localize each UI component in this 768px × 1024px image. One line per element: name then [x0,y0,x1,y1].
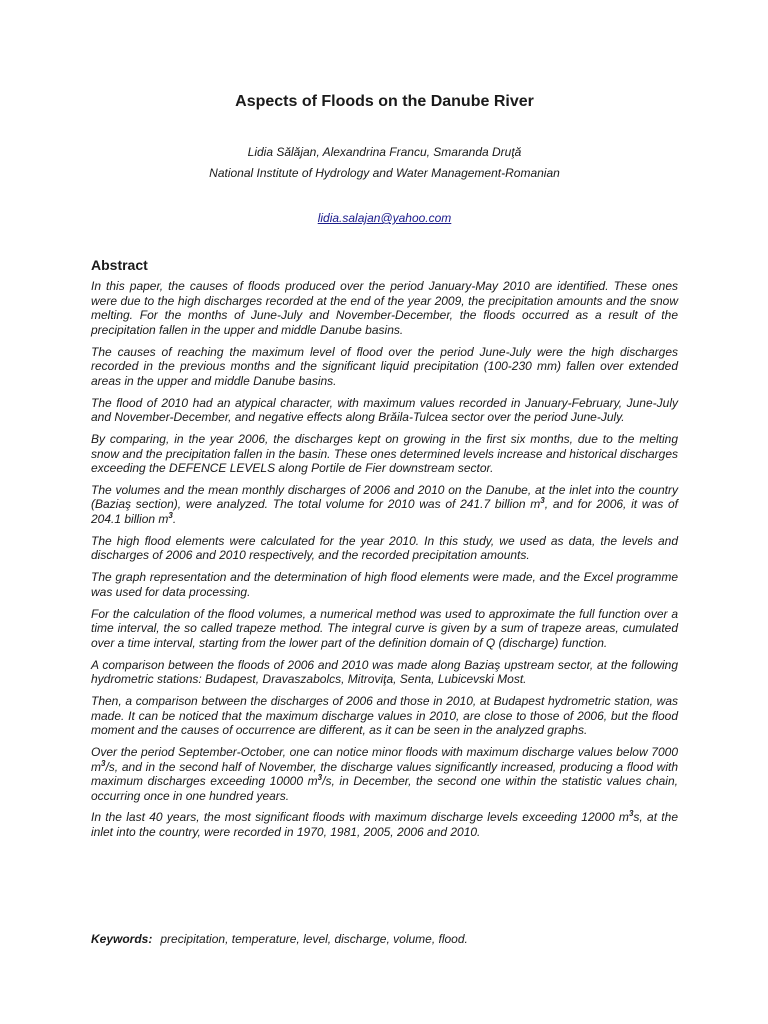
abstract-paragraph-1: In this paper, the causes of floods produced over the period January-May 2010 are identified. These ones were due to the high discharges recorded at the end of the year 2009, the precipitation amounts and the snow melting. For the months of June-July and November-December, the floods occurred as a result of the precipitation fallen in the upper and middle Danube basins. [91,279,678,337]
p11-text-c: /s, in December, the second one within the statistic values chain, occurring once in one hundred years. [91,774,678,803]
p5-text-a: The volumes and the mean monthly discharges of 2006 and 2010 on the Danube, at the inlet into the country (Baziaş section), were analyzed. The total volume for 2010 was of 241.7 billion m [91,482,678,512]
p11-text-b: /s, and in the second half of November, the discharge values significantly increased, producing a flood with maximum discharges exceeding 10000 m [91,759,678,789]
p5-text-c: . [172,512,177,527]
abstract-paragraph-7: The graph representation and the determination of high flood elements were made, and the Excel programme was used for data processing. [91,570,678,599]
abstract-paragraph-2: The causes of reaching the maximum level of flood over the period June-July were the high discharges recorded in the previous months and the significant liquid precipitation (100-230 mm) fallen over extended areas in the upper and middle Danube basins. [91,344,678,388]
superscript: 3 [168,511,173,521]
abstract-heading: Abstract [91,257,148,273]
abstract-paragraph-5 [91,483,678,527]
email-line [91,211,678,225]
p5-text-b: , and for 2006, it was of 204.1 billion m [91,497,678,527]
superscript: 3 [540,496,545,506]
abstract-paragraph-9: A comparison between the floods of 2006 and 2010 was made along Baziaş upstream sector, at the following hydrometric stations: Budapest, Dravaszabolcs, Mitroviţa, Senta, Lubicevski Most. [91,657,678,687]
abstract-paragraph-8: For the calculation of the flood volumes, a numerical method was used to approximate the full function over a time interval, the so called trapeze method. The integral curve is given by a sum of trapeze areas, cumulated over a time interval, starting from the lower part of the definition domain of Q (discharge) function. [91,606,678,650]
author-list: Lidia Sălăjan, Alexandrina Francu, Smaranda Druţă [247,145,522,159]
abstract-body [91,279,678,847]
keywords-line [91,932,468,946]
p12-text-a: In the last 40 years, the most significant floods with maximum discharge levels exceeding 12000 m [91,810,629,825]
abstract-paragraph-11 [91,745,678,803]
superscript: 3 [628,809,634,819]
superscript: 3 [317,773,323,783]
keywords-label: Keywords: [91,932,153,946]
affiliation: National Institute of Hydrology and Water Management-Romanian [209,166,560,180]
superscript: 3 [101,758,106,768]
abstract-paragraph-6: The high flood elements were calculated for the year 2010. In this study, we used as data, the levels and discharges of 2006 and 2010 respectively, and the recorded precipitation amounts. [91,533,678,563]
abstract-paragraph-4: By comparing, in the year 2006, the discharges kept on growing in the first six months, due to the melting snow and the precipitation fallen in the basin. These ones determined levels increase and historical discharges exceeding the DEFENCE LEVELS along Portile de Fier downstream sector. [91,431,679,476]
paper-title: Aspects of Floods on the Danube River [235,93,534,110]
abstract-paragraph-3: The flood of 2010 had an atypical character, with maximum values recorded in January-February, June-July and November-December, and negative effects along Brăila-Tulcea sector over the period June-July. [91,395,678,425]
abstract-paragraph-10: Then, a comparison between the discharges of 2006 and those in 2010, at Budapest hydrometric station, was made. It can be noticed that the maximum discharge values in 2010, are close to those of 2006, but the flood moment and the causes of occurrence are different, as it can be seen in the analyzed graphs. [91,693,678,738]
keywords-text: precipitation, temperature, level, discharge, volume, flood. [160,932,468,946]
email-link[interactable]: lidia.salajan@yahoo.com [317,211,452,225]
abstract-paragraph-12 [91,810,678,839]
p12-text-b: s, at the inlet into the country, were recorded in 1970, 1981, 2005, 2006 and 2010. [91,810,678,840]
p11-text-a: Over the period September-October, one can notice minor floods with maximum discharge values below 7000 m [91,744,678,774]
